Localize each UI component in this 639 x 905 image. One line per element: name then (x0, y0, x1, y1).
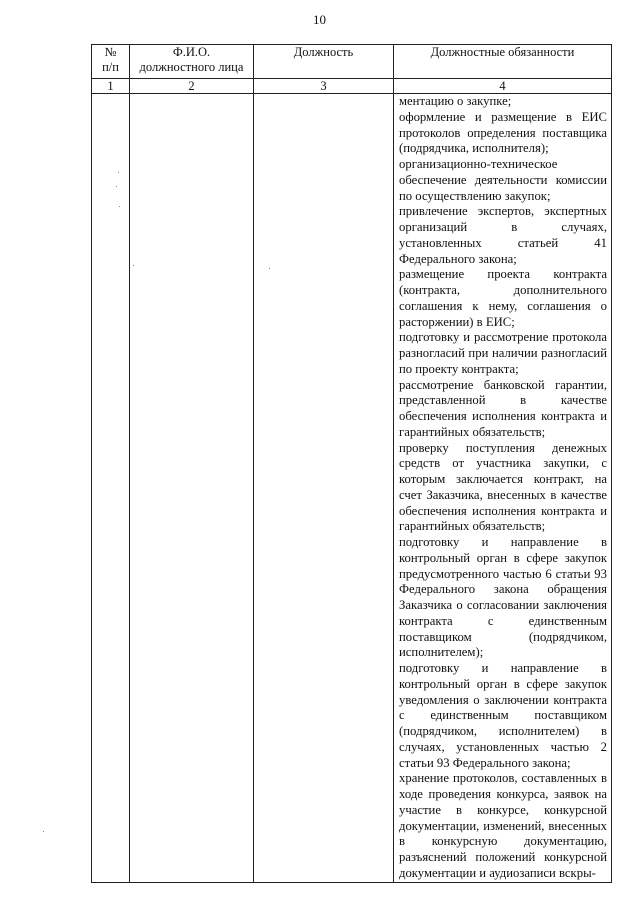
cell-position (254, 94, 394, 883)
duty-item: подготовку и рассмотрение протокола разногласий при наличии разногласий по проекту контракта; (399, 330, 607, 376)
header-number: № п/п (92, 45, 130, 79)
column-number-2: 2 (130, 79, 254, 94)
cell-duties (394, 94, 612, 883)
duty-item: рассмотрение банковской гарантии, представленной в качестве обеспечения исполнения контракта и гарантийных обязательств; (399, 377, 607, 439)
duty-item: привлечение экспертов, экспертных организаций в случаях, установленных статьей 41 Федерального закона; (399, 204, 607, 266)
page-number: 10 (313, 12, 326, 27)
column-number-1: 1 (92, 79, 130, 94)
table-row (92, 94, 612, 883)
duty-item: ментацию о закупке; (399, 94, 512, 108)
header-duties: Должностные обязанности (394, 45, 612, 79)
duty-item: подготовку и направление в контрольный орган в сфере закупок уведомления о заключении контракта с единственным поставщиком (подрядчиком, исполнителем) в случаях, установленных частью 2 статьи 93 Федерального закона; (399, 661, 607, 770)
duty-item: хранение протоколов, составленных в ходе проведения конкурса, заявок на участие в конкурсе, конкурсной документации, изменений, внесенных в конкурсную документацию, разъяснений положений конкурсной документации и аудиозаписи вскры- (399, 771, 607, 880)
duty-item: размещение проекта контракта (контракта, дополнительного соглашения к нему, соглашения о расторжении) в ЕИС; (399, 267, 607, 329)
header-position: Должность (254, 45, 394, 79)
cell-full-name (130, 94, 254, 883)
column-number-row (92, 79, 612, 94)
column-number-4: 4 (394, 79, 612, 94)
cell-number (92, 94, 130, 883)
duties-list (394, 94, 611, 882)
header-full-name: Ф.И.О. должностного лица (130, 45, 254, 79)
table-header-row (92, 45, 612, 79)
duty-item: организационно-техническое обеспечение деятельности комиссии по осуществлению закупок; (399, 157, 607, 203)
duty-item: проверку поступления денежных средств от участника закупки, с которым заключается контракт, на счет Заказчика, внесенных в качестве обеспечения исполнения контракта и гарантийных обязательств; (399, 440, 607, 534)
duties-table (91, 44, 612, 883)
column-number-3: 3 (254, 79, 394, 94)
duty-item: подготовку и направление в контрольный орган в сфере закупок предусмотренного частью 6 статьи 93 Федерального закона обращения Заказчика о согласовании заключения контракта с единственным поставщиком (подрядчиком, исполнителем); (399, 535, 607, 660)
duty-item: оформление и размещение в ЕИС протоколов определения поставщика (подрядчика, исполнителя); (399, 109, 607, 156)
